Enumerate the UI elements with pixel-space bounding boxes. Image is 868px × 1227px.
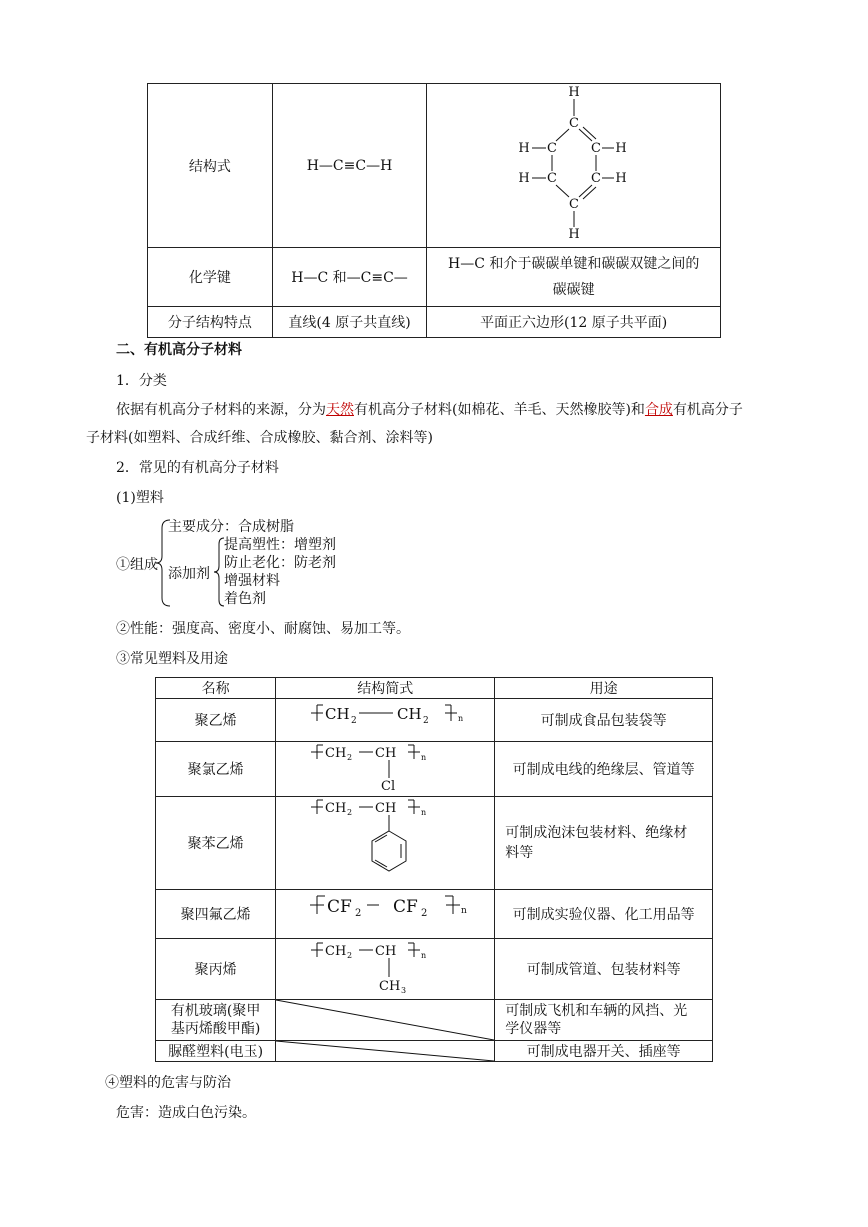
polystyrene-formula-diagram xyxy=(277,797,493,885)
polyethylene-formula-diagram xyxy=(277,699,493,737)
formula-polystyrene xyxy=(276,797,495,890)
svg-text:2: 2 xyxy=(421,908,428,919)
performance-text: ②性能：强度高、密度小、耐腐蚀、易加工等。 xyxy=(116,621,410,637)
header-name: 名称 xyxy=(156,678,276,699)
composition-label: ①组成 xyxy=(116,557,158,573)
benzene-bond xyxy=(427,248,721,307)
hazard-text: 危害：造成白色污染。 xyxy=(116,1105,256,1121)
row-label-molecular-feature: 分子结构特点 xyxy=(148,307,273,338)
classification-paragraph-line2: 子材料(如塑料、合成纤维、合成橡胶、黏合剂、涂料等) xyxy=(86,430,433,446)
use-ptfe: 可制成实验仪器、化工用品等 xyxy=(495,890,713,939)
header-formula: 结构简式 xyxy=(276,678,495,699)
svg-text:n: n xyxy=(421,753,427,762)
svg-text:CH: CH xyxy=(397,705,422,723)
atom-c-lower-left: C xyxy=(546,170,557,186)
diagonal-slash xyxy=(276,1000,494,1040)
additive-antiaging: 防止老化：防老剂 xyxy=(224,555,336,571)
use-polypropylene: 可制成管道、包装材料等 xyxy=(495,939,713,1000)
diagonal-slash xyxy=(276,1041,494,1061)
additive-plasticizer: 提高塑性：增塑剂 xyxy=(224,537,336,553)
atom-h-lower-right: H xyxy=(615,170,627,186)
formula-pmma-blank xyxy=(276,1000,495,1041)
formula-urea-blank xyxy=(276,1041,495,1062)
name-pvc: 聚氯乙烯 xyxy=(156,742,276,797)
formula-polypropylene xyxy=(276,939,495,1000)
svg-text:n: n xyxy=(461,906,468,916)
use-pmma: 可制成飞机和车辆的风挡、光 学仪器等 xyxy=(495,1000,713,1041)
svg-text:2: 2 xyxy=(347,753,353,762)
keyword-natural: 天然 xyxy=(326,402,354,418)
section-heading: 二、有机高分子材料 xyxy=(116,342,242,358)
svg-text:CH: CH xyxy=(325,705,350,723)
header-use: 用途 xyxy=(495,678,713,699)
name-urea-formaldehyde: 脲醛塑料(电玉) xyxy=(156,1041,276,1062)
svg-text:2: 2 xyxy=(347,808,353,817)
atom-c-upper-right: C xyxy=(590,140,601,156)
common-plastics-heading: ③常见塑料及用途 xyxy=(116,651,228,667)
formula-pvc xyxy=(276,742,495,797)
svg-text:CF: CF xyxy=(327,897,353,917)
hazard-heading: ④塑料的危害与防治 xyxy=(105,1075,231,1091)
polypropylene-formula-diagram xyxy=(277,939,493,995)
svg-text:Cl: Cl xyxy=(381,779,396,792)
svg-text:n: n xyxy=(458,714,464,723)
svg-text:CH: CH xyxy=(325,944,347,959)
additive-list xyxy=(224,536,336,608)
additive-colorant: 着色剂 xyxy=(224,591,266,607)
svg-text:CH: CH xyxy=(375,944,397,959)
formula-ptfe xyxy=(276,890,495,939)
atom-c-bottom: C xyxy=(568,196,579,212)
benzene-structure-diagram xyxy=(494,86,654,246)
keyword-synthetic: 合成 xyxy=(644,402,673,418)
name-pmma: 有机玻璃(聚甲 基丙烯酸甲酯) xyxy=(156,1000,276,1041)
atom-h-upper-right: H xyxy=(615,140,627,156)
svg-text:CH: CH xyxy=(379,979,401,994)
svg-text:CH: CH xyxy=(375,801,397,816)
pvc-formula-diagram xyxy=(277,742,493,792)
acetylene-bond: H—C 和—C≡C— xyxy=(272,248,427,307)
formula-polyethylene xyxy=(276,699,495,742)
ptfe-formula-diagram xyxy=(277,890,493,934)
row-label-chemical-bond: 化学键 xyxy=(148,248,273,307)
atom-h-lower-left: H xyxy=(518,170,530,186)
svg-text:2: 2 xyxy=(347,951,353,960)
atom-c-upper-left: C xyxy=(546,140,557,156)
benzene-feature: 平面正六边形(12 原子共平面) xyxy=(427,307,721,338)
use-polyethylene: 可制成食品包装袋等 xyxy=(495,699,713,742)
additive-label: 添加剂 xyxy=(168,566,210,582)
sub-heading-plastics: (1)塑料 xyxy=(116,490,164,506)
use-urea-formaldehyde: 可制成电器开关、插座等 xyxy=(495,1041,713,1062)
svg-text:CF: CF xyxy=(393,897,419,917)
alkyne-benzene-table xyxy=(147,83,721,338)
atom-h-upper-left: H xyxy=(518,140,530,156)
name-polyethylene: 聚乙烯 xyxy=(156,699,276,742)
svg-text:2: 2 xyxy=(355,908,362,919)
use-pvc: 可制成电线的绝缘层、管道等 xyxy=(495,742,713,797)
name-ptfe: 聚四氟乙烯 xyxy=(156,890,276,939)
plastics-table xyxy=(155,677,713,1062)
svg-text:2: 2 xyxy=(351,716,358,726)
acetylene-structural-formula: H—C≡C—H xyxy=(272,84,427,248)
svg-text:CH: CH xyxy=(375,746,397,761)
sub-heading-classification: 1．分类 xyxy=(116,373,167,389)
main-component: 主要成分：合成树脂 xyxy=(168,519,294,535)
additive-reinforcement: 增强材料 xyxy=(224,573,280,589)
classification-paragraph-line1: 依据有机高分子材料的来源，分为天然有机高分子材料(如棉花、羊毛、天然橡胶等)和合成有机高分子 xyxy=(116,402,743,418)
svg-text:n: n xyxy=(421,808,427,817)
atom-c-top: C xyxy=(568,115,579,131)
svg-text:2: 2 xyxy=(423,716,430,726)
benzene-bond-line1: H—C 和介于碳碳单键和碳碳双键之间的 xyxy=(447,256,700,272)
atom-c-lower-right: C xyxy=(590,170,601,186)
svg-text:n: n xyxy=(421,951,427,960)
use-polystyrene: 可制成泡沫包装材料、绝缘材 料等 xyxy=(495,797,713,890)
atom-h-bottom: H xyxy=(568,226,580,242)
name-polystyrene: 聚苯乙烯 xyxy=(156,797,276,890)
benzene-structure-cell xyxy=(427,84,721,248)
atom-h-top: H xyxy=(568,85,580,100)
svg-text:3: 3 xyxy=(401,986,407,995)
row-label-structural-formula: 结构式 xyxy=(148,84,273,248)
name-polypropylene: 聚丙烯 xyxy=(156,939,276,1000)
benzene-bond-line2: 碳碳键 xyxy=(552,282,595,298)
acetylene-feature: 直线(4 原子共直线) xyxy=(272,307,427,338)
sub-heading-common-materials: 2．常见的有机高分子材料 xyxy=(116,460,279,476)
svg-text:CH: CH xyxy=(325,746,347,761)
svg-text:CH: CH xyxy=(325,801,347,816)
